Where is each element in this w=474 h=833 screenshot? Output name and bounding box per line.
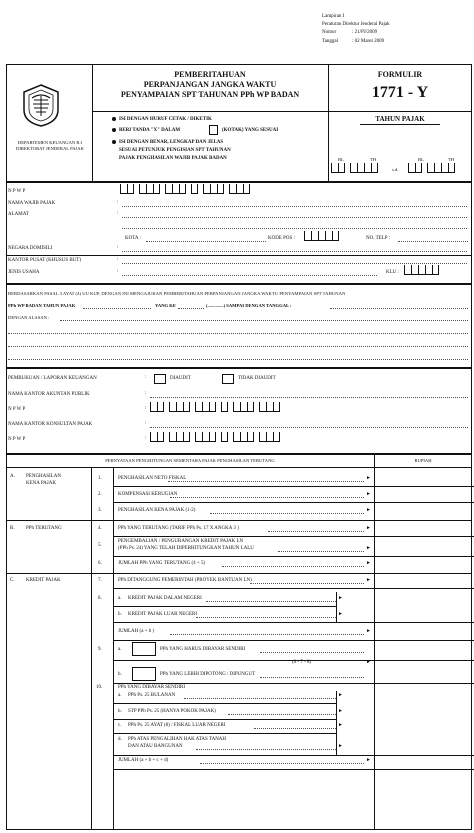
arrow-icon: ► (366, 758, 371, 763)
kap-npwp-input[interactable] (150, 402, 285, 412)
row-7-number: 7. (98, 578, 102, 583)
garuda-logo (18, 82, 64, 128)
arrow-icon: ► (366, 508, 371, 513)
row-3-number: 3. (98, 508, 102, 513)
row-9b-checkbox[interactable] (132, 667, 156, 681)
row-5-label-a: PENGEMBALIAN / PENGURANGAN KREDIT PAJAK LN (118, 539, 244, 544)
row-9b-letter: b. (118, 672, 122, 677)
bullet-icon (112, 117, 116, 121)
kap-field[interactable] (150, 397, 468, 398)
pembukuan-label: PEMBUKUAN / LAPORAN KEUANGAN (8, 376, 97, 381)
jenis-usaha-label: JENIS USAHA (8, 270, 40, 275)
row-2-label: KOMPENSASI KERUGIAN (118, 492, 178, 497)
formulir-label: FORMULIR (377, 70, 423, 79)
row-7-label: PPh DITANGGUNG PEMERINTAH (PROYEK BANTUAN LN) (118, 578, 252, 583)
no-telp-field[interactable] (398, 241, 468, 242)
npwp-label: N P W P (8, 189, 26, 194)
row-2-number: 2. (98, 492, 102, 497)
kap-npwp-label: N P W P (8, 407, 26, 412)
row-10d-label-2: DAN ATAU BANGUNAN (128, 744, 183, 749)
sec-a-letter: A. (10, 474, 15, 479)
kantor-pusat-label: KANTOR PUSAT (KHUSUS BUT) (8, 258, 82, 263)
row-10d-letter: d. (118, 737, 122, 742)
row-10d-label-1: PPh ATAS PENGALIHAN HAK ATAS TANAH (128, 737, 227, 742)
sec-a-title-2: KENA PAJAK (26, 481, 56, 486)
period-end-input[interactable] (408, 163, 460, 173)
statement-frame (6, 258, 472, 368)
row-8-sum-label: JUMLAH (a + b ) (118, 629, 155, 634)
row-4-number: 4. (98, 526, 102, 531)
form-title-2: PERPANJANGAN JANGKA WAKTU (143, 80, 277, 89)
attachment-nomor-value: : 21/PJ/2009 (352, 30, 378, 35)
diaudit-label: DIAUDIT (170, 376, 191, 381)
negara-field[interactable] (122, 251, 467, 252)
rupiah-header: RUPIAH (414, 458, 432, 463)
no-telp-label: NO. TELP : (366, 236, 391, 241)
arrow-icon: ► (366, 578, 371, 583)
row-9b-label: PPh YANG LEBIH DIPOTONG / DIPUNGUT (160, 672, 256, 677)
calc-frame (6, 454, 472, 830)
npwp-input[interactable] (120, 184, 255, 194)
bullet-icon (112, 140, 116, 144)
arrow-icon: ► (338, 744, 343, 749)
form-title-1: PEMBERITAHUAN (174, 70, 246, 79)
bullet-icon (112, 128, 116, 132)
kota-field[interactable] (146, 241, 266, 242)
sec-a-title-1: PENGHASILAN (26, 474, 61, 479)
kode-pos-input[interactable] (304, 231, 344, 241)
row-8b-letter: b. (118, 612, 122, 617)
arrow-icon: ► (338, 709, 343, 714)
arrow-icon: ► (338, 723, 343, 728)
row-5-number: 5. (98, 543, 102, 548)
alamat-label: ALAMAT (8, 212, 29, 217)
tidak-diaudit-label: TIDAK DIAUDIT (238, 376, 276, 381)
example-checkbox (209, 125, 218, 135)
row-9a-checkbox[interactable] (132, 642, 156, 656)
arrow-icon: ► (366, 546, 371, 551)
row-10c-label: PPh Ps. 25 AYAT (8) / FISKAL LUAR NEGERI (128, 723, 226, 728)
row-1-label: PENGHASILAN NETO FISKAL (118, 476, 187, 481)
row-9a-letter: a. (118, 647, 122, 652)
arrow-icon: ► (366, 476, 371, 481)
row-10b-label: STP PPh Ps. 25 (HANYA POKOK PAJAK) (128, 709, 216, 714)
arrow-icon: ► (366, 526, 371, 531)
instruction-3: ISI DENGAN BENAR, LENGKAP DAN JELAS (112, 140, 223, 146)
tahun-pajak-label: TAHUN PAJAK (375, 115, 425, 123)
klu-label: KLU : (386, 270, 399, 275)
sec-b-title: PPh TERUTANG (26, 526, 62, 531)
sec-b-letter: B. (10, 526, 15, 531)
tidak-diaudit-checkbox[interactable] (222, 374, 234, 384)
sd-label: s.d. (392, 167, 399, 172)
row-8a-letter: a. (118, 596, 122, 601)
formulir-code: 1771 - Y (371, 84, 429, 101)
attachment-nomor-label: Nomor (322, 30, 337, 35)
statement-line-2a: PPh WP BADAN TAHUN PAJAK (8, 303, 76, 308)
arrow-icon: ► (366, 492, 371, 497)
negara-label: NEGARA DOMISILI (8, 246, 53, 251)
row-9-number: 9. (98, 647, 102, 652)
instruction-2b: (KOTAK) YANG SESUAI (222, 128, 279, 133)
th-label-2: TH (448, 157, 455, 162)
row-8-number: 8. (98, 596, 102, 601)
bl-label-1: BL (338, 157, 344, 162)
row-10-label: PPh YANG DIBAYAR SENDIRI (118, 685, 186, 690)
nama-wp-label: NAMA WAJIB PAJAK (8, 201, 56, 206)
row-10a-letter: a. (118, 693, 122, 698)
form-title-3: PENYAMPAIAN SPT TAHUNAN PPh WP BADAN (120, 90, 300, 99)
arrow-icon: ► (366, 629, 371, 634)
statement-line-2b: YANG KE (155, 303, 176, 308)
konsultan-field[interactable] (150, 427, 468, 428)
alasan-field[interactable] (60, 320, 468, 321)
row-1-number: 1. (98, 476, 102, 481)
th-label-1: TH (370, 157, 377, 162)
kota-label: KOTA : (125, 236, 141, 241)
row-3-label: PENGHASILAN KENA PAJAK (1-2) (118, 508, 196, 513)
row-9a-label: PPh YANG HARUS DIBAYAR SENDIRI (160, 647, 246, 652)
row-8a-label: KREDIT PAJAK DALAM NEGERI (128, 596, 202, 601)
statement-line-2c: (..............) SAMPAI DENGAN TANGGAL : (206, 303, 292, 308)
konsultan-npwp-label: N P W P (8, 437, 26, 442)
nama-wp-field[interactable] (122, 206, 467, 207)
row-10c-letter: c. (118, 723, 122, 728)
arrow-icon: ► (338, 693, 343, 698)
arrow-icon: ► (366, 660, 371, 665)
row-6-label: JUMLAH PPh YANG TERUTANG (4 + 5) (118, 561, 206, 566)
logo-caption-1: DEPARTEMEN KEUANGAN R.I (17, 140, 83, 145)
konsultan-label: NAMA KANTOR KONSULTAN PAJAK (8, 422, 93, 427)
instruction-3b: SESUAI PETUNJUK PENGISIAN SPT TAHUNAN (119, 148, 231, 153)
attachment-line2: Peraturan Direktur Jenderal Pajak (322, 22, 390, 27)
instruction-1: ISI DENGAN HURUF CETAK / DIKETIK (112, 117, 212, 123)
statement-line-3: DENGAN ALASAN : (8, 315, 50, 320)
logo-caption-2: DIREKTORAT JENDERAL PAJAK (16, 146, 84, 151)
sec-c-title: KREDIT PAJAK (26, 578, 61, 583)
calc-header: PERNYATAAN PENGHITUNGAN SEMENTARA PAJAK PENGHASILAN TERUTANG (105, 458, 275, 463)
arrow-icon: ► (366, 561, 371, 566)
instruction-2: BERI TANDA "X" DALAM (112, 128, 180, 134)
konsultan-npwp-input[interactable] (150, 432, 285, 442)
row-10-sum-label: JUMLAH (a + b + c + d) (118, 758, 169, 763)
row-5-label-b: (PPh Ps. 24) YANG TELAH DIPERHITUNGKAN TAHUN LALU (118, 546, 254, 551)
attachment-line1: Lampiran I (322, 14, 345, 19)
instruction-3c: PAJAK PENGHASILAN WAJIB PAJAK BADAN (119, 156, 227, 161)
bl-label-2: BL (418, 157, 424, 162)
attachment-tanggal-label: Tanggal (322, 39, 339, 44)
arrow-icon: ► (338, 612, 343, 617)
row-6-number: 6. (98, 561, 102, 566)
row-10a-label: PPh Ps. 25 BULANAN (128, 693, 176, 698)
row-9-formula: (6 - 7 - 8) (292, 660, 312, 665)
row-10b-letter: b. (118, 709, 122, 714)
alamat-field[interactable] (122, 217, 467, 218)
row-8b-label: KREDIT PAJAK LUAR NEGERI (128, 612, 198, 617)
row-4-label: PPh YANG TERUTANG (TARIF PPh Ps. 17 X ANGKA 3 ) (118, 526, 239, 531)
attachment-tanggal-value: : 02 Maret 2009 (352, 39, 385, 44)
statement-line-1: BERDASARKAN PASAL 3 AYAT (4) UU KUP, DENGAN INI MENGAJUKAN PEMBERITAHUAN PERPANJANGAN JANGKA WAKTU PENYAMPAIAN SPT TAHUNAN (8, 291, 346, 296)
diaudit-checkbox[interactable] (154, 374, 166, 384)
kap-label: NAMA KANTOR AKUNTAN PUBLIK (8, 392, 90, 397)
row-10-number: 10. (96, 685, 103, 690)
sec-c-letter: C. (10, 578, 15, 583)
kode-pos-label: KODE POS : (268, 236, 295, 241)
period-start-input[interactable] (331, 163, 383, 173)
arrow-icon: ► (338, 596, 343, 601)
